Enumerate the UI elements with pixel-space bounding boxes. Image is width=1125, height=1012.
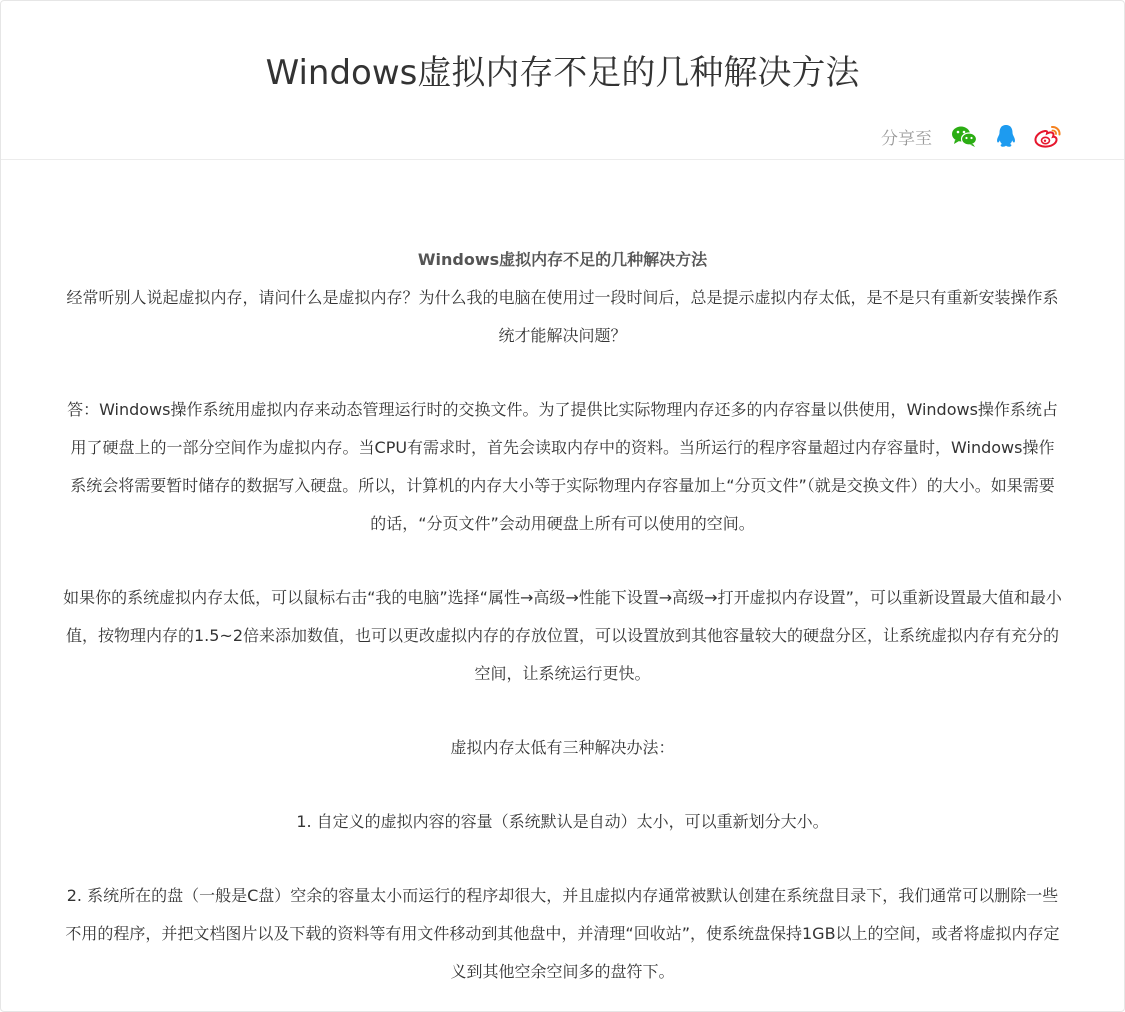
solution-2: 2. 系统所在的盘（一般是C盘）空余的容量太小而运行的程序却很大，并且虚拟内存通常被默认创建在系统盘目录下，我们通常可以删除一些不用的程序，并把文档图片以及下载的资料等有用文件移动到其他盘中，并清理“回收站”，使系统盘保持1GB以上的空间，或者将虚拟内存定义到其他空余空间多的盘符下。 [65, 886, 1060, 981]
share-bar [881, 121, 1062, 151]
article-header [1, 1, 1124, 160]
solution-1: 1. 自定义的虚拟内容的容量（系统默认是自动）太小，可以重新划分大小。 [296, 812, 829, 831]
intro-paragraph: 经常听别人说起虚拟内存，请问什么是虚拟内存？为什么我的电脑在使用过一段时间后，总是提示虚拟内存太低，是不是只有重新安装操作系统才能解决问题？ [66, 288, 1059, 345]
answer-paragraph: 答：Windows操作系统用虚拟内存来动态管理运行时的交换文件。为了提供比实际物理内存还多的内存容量以供使用，Windows操作系统占用了硬盘上的一部分空间作为虚拟内存。当CPU有需求时，首先会读取内存中的资料。当所运行的程序容量超过内存容量时，Windows操作系统会将需要暂时储存的数据写入硬盘。所以，计算机的内存大小等于实际物理内存容量加上“分页文件”（就是交换文件）的大小。如果需要的话，“分页文件”会动用硬盘上所有可以使用的空间。 [67, 400, 1058, 533]
share-label: 分享至 [881, 128, 932, 149]
qq-icon[interactable] [992, 122, 1020, 150]
weibo-icon[interactable] [1034, 122, 1062, 150]
wechat-icon[interactable] [950, 122, 978, 150]
page-title: Windows虚拟内存不足的几种解决方法 [265, 53, 860, 93]
tip-paragraph: 如果你的系统虚拟内存太低，可以鼠标右击“我的电脑”选择“属性→高级→性能下设置→高级→打开虚拟内存设置”，可以重新设置最大值和最小值，按物理内存的1.5~2倍来添加数值，也可以更改虚拟内存的存放位置，可以设置放到其他容量较大的硬盘分区，让系统虚拟内存有充分的空间，让系统运行更快。 [63, 588, 1062, 683]
article-body [63, 241, 1062, 991]
article-subtitle: Windows虚拟内存不足的几种解决方法 [417, 250, 708, 269]
solutions-heading: 虚拟内存太低有三种解决办法： [450, 738, 675, 757]
